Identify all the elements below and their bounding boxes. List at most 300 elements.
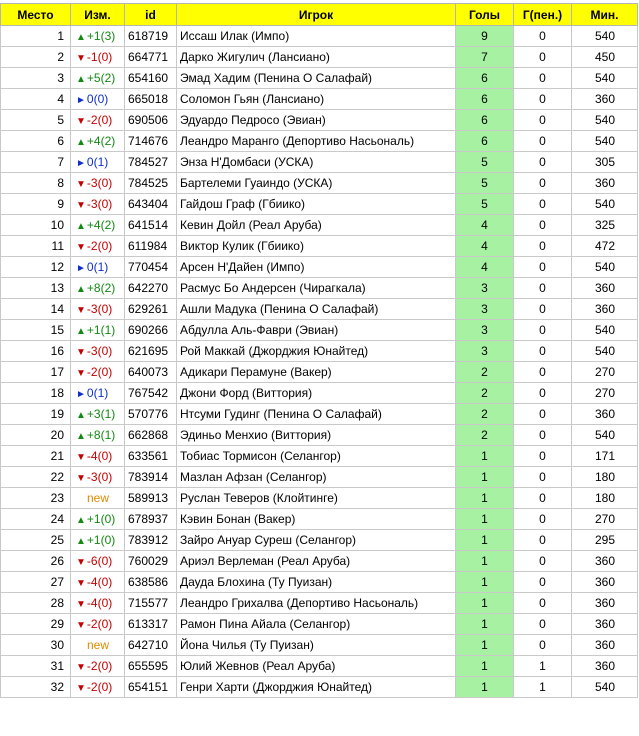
change-value: 0(0) <box>86 92 109 106</box>
table-row[interactable] <box>1 362 638 383</box>
cell-change <box>71 215 125 236</box>
cell-player[interactable]: Соломон Гьян (Лансиано) <box>177 89 456 110</box>
cell-minutes: 325 <box>572 215 638 236</box>
cell-goals: 3 <box>456 278 514 299</box>
cell-id: 642270 <box>125 278 177 299</box>
cell-goals: 1 <box>456 614 514 635</box>
cell-penalty-goals: 0 <box>514 47 572 68</box>
cell-minutes: 180 <box>572 488 638 509</box>
cell-player[interactable]: Леандро Грихалва (Депортиво Насьональ) <box>177 593 456 614</box>
cell-player[interactable]: Тобиас Тормисон (Селангор) <box>177 446 456 467</box>
cell-change <box>71 383 125 404</box>
cell-change <box>71 152 125 173</box>
cell-goals: 2 <box>456 362 514 383</box>
cell-player[interactable]: Адикари Перамуне (Вакер) <box>177 362 456 383</box>
cell-change <box>71 236 125 257</box>
change-value: -6(0) <box>86 554 113 568</box>
table-row[interactable] <box>1 110 638 131</box>
cell-player[interactable]: Зайро Ануар Суреш (Селангор) <box>177 530 456 551</box>
cell-change <box>71 26 125 47</box>
change-value: +1(0) <box>86 533 116 547</box>
cell-penalty-goals: 0 <box>514 383 572 404</box>
change-value: new <box>86 491 109 505</box>
cell-place: 22 <box>1 467 71 488</box>
cell-change <box>71 467 125 488</box>
cell-penalty-goals: 0 <box>514 26 572 47</box>
change-value: +1(3) <box>86 29 116 43</box>
cell-minutes: 295 <box>572 530 638 551</box>
cell-penalty-goals: 0 <box>514 68 572 89</box>
cell-id: 570776 <box>125 404 177 425</box>
cell-id: 678937 <box>125 509 177 530</box>
cell-goals: 3 <box>456 299 514 320</box>
cell-place: 29 <box>1 614 71 635</box>
cell-player[interactable]: Юлий Жевнов (Реал Аруба) <box>177 656 456 677</box>
cell-place: 10 <box>1 215 71 236</box>
change-value: +5(2) <box>86 71 116 85</box>
cell-change <box>71 257 125 278</box>
change-value: +4(2) <box>86 134 116 148</box>
cell-player[interactable]: Рамон Пина Айала (Селангор) <box>177 614 456 635</box>
table-row[interactable] <box>1 509 638 530</box>
cell-place: 21 <box>1 446 71 467</box>
cell-id: 589913 <box>125 488 177 509</box>
cell-place: 23 <box>1 488 71 509</box>
cell-change <box>71 278 125 299</box>
cell-id: 714676 <box>125 131 177 152</box>
table-row[interactable] <box>1 593 638 614</box>
cell-minutes: 270 <box>572 509 638 530</box>
cell-id: 611984 <box>125 236 177 257</box>
cell-id: 638586 <box>125 572 177 593</box>
cell-id: 664771 <box>125 47 177 68</box>
cell-place: 4 <box>1 89 71 110</box>
triangle-down-icon: ▼ <box>76 452 86 463</box>
cell-place: 3 <box>1 68 71 89</box>
cell-player[interactable]: Арсен Н'Дайен (Импо) <box>177 257 456 278</box>
cell-id: 643404 <box>125 194 177 215</box>
header-change[interactable]: Изм. <box>71 4 125 26</box>
cell-player[interactable]: Ашли Мадука (Пенина О Салафай) <box>177 299 456 320</box>
cell-place: 5 <box>1 110 71 131</box>
cell-penalty-goals: 0 <box>514 131 572 152</box>
cell-player[interactable]: Йона Чилья (Ту Пуизан) <box>177 635 456 656</box>
cell-place: 31 <box>1 656 71 677</box>
cell-goals: 1 <box>456 530 514 551</box>
triangle-down-icon: ▼ <box>76 116 86 127</box>
cell-id: 760029 <box>125 551 177 572</box>
table-row[interactable] <box>1 47 638 68</box>
triangle-down-icon: ▼ <box>76 347 86 358</box>
change-value: -3(0) <box>86 344 113 358</box>
table-row[interactable] <box>1 467 638 488</box>
cell-change <box>71 173 125 194</box>
cell-place: 13 <box>1 278 71 299</box>
cell-goals: 3 <box>456 341 514 362</box>
cell-place: 7 <box>1 152 71 173</box>
table-row[interactable] <box>1 677 638 698</box>
cell-player[interactable]: Ариэл Верлеман (Реал Аруба) <box>177 551 456 572</box>
cell-penalty-goals: 1 <box>514 656 572 677</box>
cell-change <box>71 89 125 110</box>
cell-goals: 1 <box>456 572 514 593</box>
cell-penalty-goals: 0 <box>514 467 572 488</box>
cell-minutes: 540 <box>572 320 638 341</box>
change-value: 0(1) <box>86 386 109 400</box>
table-row[interactable] <box>1 89 638 110</box>
cell-player[interactable]: Кевин Дойл (Реал Аруба) <box>177 215 456 236</box>
cell-penalty-goals: 0 <box>514 299 572 320</box>
cell-id: 662868 <box>125 425 177 446</box>
triangle-down-icon: ▼ <box>76 242 86 253</box>
cell-minutes: 540 <box>572 425 638 446</box>
cell-player[interactable]: Генри Харти (Джорджия Юнайтед) <box>177 677 456 698</box>
change-value: -1(0) <box>86 50 113 64</box>
cell-penalty-goals: 0 <box>514 341 572 362</box>
cell-place: 12 <box>1 257 71 278</box>
cell-change <box>71 530 125 551</box>
change-value: -2(0) <box>86 617 113 631</box>
cell-penalty-goals: 0 <box>514 572 572 593</box>
cell-place: 15 <box>1 320 71 341</box>
change-value: -2(0) <box>86 680 113 694</box>
cell-change <box>71 68 125 89</box>
table-row[interactable] <box>1 236 638 257</box>
cell-id: 784527 <box>125 152 177 173</box>
cell-goals: 6 <box>456 89 514 110</box>
cell-goals: 1 <box>456 509 514 530</box>
cell-place: 9 <box>1 194 71 215</box>
cell-id: 618719 <box>125 26 177 47</box>
cell-minutes: 540 <box>572 110 638 131</box>
table-row[interactable] <box>1 320 638 341</box>
cell-goals: 1 <box>456 677 514 698</box>
triangle-up-icon: ▲ <box>76 74 86 85</box>
cell-id: 690506 <box>125 110 177 131</box>
table-row[interactable] <box>1 572 638 593</box>
triangle-right-icon: ► <box>76 263 86 274</box>
cell-penalty-goals: 0 <box>514 551 572 572</box>
cell-place: 17 <box>1 362 71 383</box>
cell-change <box>71 299 125 320</box>
table-row[interactable] <box>1 68 638 89</box>
cell-change <box>71 677 125 698</box>
triangle-down-icon: ▼ <box>76 578 86 589</box>
cell-player[interactable]: Иссаш Илак (Импо) <box>177 26 456 47</box>
change-value: +3(1) <box>86 407 116 421</box>
cell-goals: 6 <box>456 110 514 131</box>
cell-id: 690266 <box>125 320 177 341</box>
change-value: +4(2) <box>86 218 116 232</box>
cell-penalty-goals: 0 <box>514 446 572 467</box>
cell-player[interactable]: Леандро Маранго (Депортиво Насьональ) <box>177 131 456 152</box>
cell-player[interactable]: Нтсуми Гудинг (Пенина О Салафай) <box>177 404 456 425</box>
triangle-down-icon: ▼ <box>76 620 86 631</box>
cell-minutes: 360 <box>572 551 638 572</box>
cell-minutes: 360 <box>572 278 638 299</box>
cell-penalty-goals: 0 <box>514 404 572 425</box>
change-value: -2(0) <box>86 365 113 379</box>
change-value: -2(0) <box>86 239 113 253</box>
table-row[interactable] <box>1 341 638 362</box>
cell-place: 20 <box>1 425 71 446</box>
cell-change <box>71 110 125 131</box>
triangle-up-icon: ▲ <box>76 137 86 148</box>
cell-change <box>71 362 125 383</box>
cell-minutes: 540 <box>572 341 638 362</box>
table-row[interactable] <box>1 152 638 173</box>
cell-penalty-goals: 0 <box>514 215 572 236</box>
cell-penalty-goals: 0 <box>514 194 572 215</box>
cell-penalty-goals: 0 <box>514 488 572 509</box>
cell-minutes: 360 <box>572 635 638 656</box>
triangle-up-icon: ▲ <box>76 284 86 295</box>
cell-id: 783914 <box>125 467 177 488</box>
table-row[interactable] <box>1 173 638 194</box>
table-row[interactable] <box>1 551 638 572</box>
cell-penalty-goals: 1 <box>514 677 572 698</box>
change-value: 0(1) <box>86 260 109 274</box>
cell-penalty-goals: 0 <box>514 614 572 635</box>
table-row[interactable] <box>1 131 638 152</box>
triangle-down-icon: ▼ <box>76 473 86 484</box>
cell-goals: 1 <box>456 446 514 467</box>
cell-goals: 5 <box>456 194 514 215</box>
table-row[interactable] <box>1 404 638 425</box>
table-body <box>1 26 638 698</box>
cell-place: 18 <box>1 383 71 404</box>
cell-minutes: 540 <box>572 68 638 89</box>
triangle-up-icon: ▲ <box>76 32 86 43</box>
cell-player[interactable]: Дауда Блохина (Ту Пуизан) <box>177 572 456 593</box>
triangle-right-icon: ► <box>76 95 86 106</box>
cell-change <box>71 488 125 509</box>
header-id[interactable]: id <box>125 4 177 26</box>
table-row[interactable] <box>1 446 638 467</box>
cell-place: 28 <box>1 593 71 614</box>
cell-goals: 4 <box>456 236 514 257</box>
cell-id: 655595 <box>125 656 177 677</box>
change-value: -3(0) <box>86 197 113 211</box>
cell-change <box>71 446 125 467</box>
triangle-down-icon: ▼ <box>76 599 86 610</box>
change-value: -3(0) <box>86 176 113 190</box>
cell-player[interactable]: Дарко Жигулич (Лансиано) <box>177 47 456 68</box>
cell-penalty-goals: 0 <box>514 593 572 614</box>
triangle-down-icon: ▼ <box>76 683 86 694</box>
cell-change <box>71 551 125 572</box>
cell-goals: 4 <box>456 215 514 236</box>
cell-player[interactable]: Руслан Теверов (Клойтинге) <box>177 488 456 509</box>
cell-id: 715577 <box>125 593 177 614</box>
cell-place: 30 <box>1 635 71 656</box>
change-value: -3(0) <box>86 470 113 484</box>
cell-player[interactable]: Эмад Хадим (Пенина О Салафай) <box>177 68 456 89</box>
cell-player[interactable]: Эдиньо Менхио (Виттория) <box>177 425 456 446</box>
table-row[interactable] <box>1 194 638 215</box>
cell-change <box>71 194 125 215</box>
cell-place: 25 <box>1 530 71 551</box>
cell-goals: 7 <box>456 47 514 68</box>
cell-penalty-goals: 0 <box>514 152 572 173</box>
table-row[interactable] <box>1 488 638 509</box>
cell-goals: 4 <box>456 257 514 278</box>
cell-penalty-goals: 0 <box>514 635 572 656</box>
cell-minutes: 472 <box>572 236 638 257</box>
cell-player[interactable]: Рой Маккай (Джорджия Юнайтед) <box>177 341 456 362</box>
cell-place: 11 <box>1 236 71 257</box>
cell-id: 665018 <box>125 89 177 110</box>
cell-goals: 2 <box>456 425 514 446</box>
triangle-down-icon: ▼ <box>76 662 86 673</box>
cell-minutes: 360 <box>572 572 638 593</box>
cell-player[interactable]: Виктор Кулик (Гбиико) <box>177 236 456 257</box>
triangle-up-icon: ▲ <box>76 515 86 526</box>
cell-penalty-goals: 0 <box>514 362 572 383</box>
cell-place: 6 <box>1 131 71 152</box>
cell-change <box>71 341 125 362</box>
cell-goals: 9 <box>456 26 514 47</box>
table-row[interactable] <box>1 425 638 446</box>
cell-id: 633561 <box>125 446 177 467</box>
cell-id: 784525 <box>125 173 177 194</box>
header-goals[interactable]: Голы <box>456 4 514 26</box>
cell-minutes: 450 <box>572 47 638 68</box>
cell-change <box>71 593 125 614</box>
cell-player[interactable]: Абдулла Аль-Фаври (Эвиан) <box>177 320 456 341</box>
header-player[interactable]: Игрок <box>177 4 456 26</box>
triangle-right-icon: ► <box>76 158 86 169</box>
cell-minutes: 270 <box>572 362 638 383</box>
cell-minutes: 360 <box>572 593 638 614</box>
table-row[interactable] <box>1 656 638 677</box>
cell-id: 783912 <box>125 530 177 551</box>
table-row[interactable] <box>1 215 638 236</box>
cell-place: 1 <box>1 26 71 47</box>
cell-goals: 1 <box>456 656 514 677</box>
cell-minutes: 360 <box>572 404 638 425</box>
change-value: +1(0) <box>86 512 116 526</box>
cell-id: 640073 <box>125 362 177 383</box>
cell-id: 770454 <box>125 257 177 278</box>
cell-penalty-goals: 0 <box>514 278 572 299</box>
cell-place: 16 <box>1 341 71 362</box>
change-value: +8(2) <box>86 281 116 295</box>
cell-penalty-goals: 0 <box>514 173 572 194</box>
cell-goals: 1 <box>456 593 514 614</box>
cell-change <box>71 572 125 593</box>
triangle-up-icon: ▲ <box>76 326 86 337</box>
cell-minutes: 360 <box>572 656 638 677</box>
cell-change <box>71 614 125 635</box>
header-row <box>1 4 638 26</box>
header-minutes[interactable]: Мин. <box>572 4 638 26</box>
cell-minutes: 180 <box>572 467 638 488</box>
triangle-down-icon: ▼ <box>76 53 86 64</box>
cell-player[interactable]: Расмус Бо Андерсен (Чирагкала) <box>177 278 456 299</box>
cell-id: 641514 <box>125 215 177 236</box>
change-value: +1(1) <box>86 323 116 337</box>
cell-minutes: 360 <box>572 173 638 194</box>
table-row[interactable] <box>1 614 638 635</box>
table-row[interactable] <box>1 257 638 278</box>
triangle-up-icon: ▲ <box>76 431 86 442</box>
cell-goals: 5 <box>456 173 514 194</box>
cell-player[interactable]: Кэвин Бонан (Вакер) <box>177 509 456 530</box>
cell-minutes: 540 <box>572 131 638 152</box>
cell-minutes: 540 <box>572 677 638 698</box>
cell-goals: 2 <box>456 383 514 404</box>
triangle-down-icon: ▼ <box>76 368 86 379</box>
cell-id: 629261 <box>125 299 177 320</box>
cell-player[interactable]: Мазлан Афзан (Селангор) <box>177 467 456 488</box>
table-row[interactable] <box>1 383 638 404</box>
cell-change <box>71 635 125 656</box>
cell-change <box>71 425 125 446</box>
table-row[interactable] <box>1 299 638 320</box>
cell-place: 27 <box>1 572 71 593</box>
change-value: +8(1) <box>86 428 116 442</box>
cell-penalty-goals: 0 <box>514 509 572 530</box>
cell-goals: 6 <box>456 68 514 89</box>
cell-goals: 1 <box>456 635 514 656</box>
change-value: -2(0) <box>86 113 113 127</box>
scorers-table <box>0 3 638 698</box>
cell-player[interactable]: Эдуардо Педросо (Эвиан) <box>177 110 456 131</box>
table-row[interactable] <box>1 26 638 47</box>
cell-change <box>71 656 125 677</box>
cell-minutes: 360 <box>572 89 638 110</box>
header-penalty-goals[interactable]: Г(пен.) <box>514 4 572 26</box>
change-value: new <box>86 638 109 652</box>
change-value: -4(0) <box>86 575 113 589</box>
cell-place: 2 <box>1 47 71 68</box>
cell-minutes: 360 <box>572 614 638 635</box>
cell-goals: 1 <box>456 467 514 488</box>
cell-change <box>71 320 125 341</box>
cell-player[interactable]: Гайдош Граф (Гбиико) <box>177 194 456 215</box>
cell-minutes: 305 <box>572 152 638 173</box>
cell-place: 19 <box>1 404 71 425</box>
cell-goals: 3 <box>456 320 514 341</box>
cell-goals: 1 <box>456 551 514 572</box>
header-place[interactable]: Место <box>1 4 71 26</box>
triangle-down-icon: ▼ <box>76 305 86 316</box>
cell-place: 24 <box>1 509 71 530</box>
cell-penalty-goals: 0 <box>514 425 572 446</box>
table-row[interactable] <box>1 278 638 299</box>
triangle-down-icon: ▼ <box>76 557 86 568</box>
cell-penalty-goals: 0 <box>514 257 572 278</box>
cell-penalty-goals: 0 <box>514 236 572 257</box>
cell-penalty-goals: 0 <box>514 110 572 131</box>
triangle-down-icon: ▼ <box>76 179 86 190</box>
triangle-right-icon: ► <box>76 389 86 400</box>
cell-place: 26 <box>1 551 71 572</box>
cell-id: 613317 <box>125 614 177 635</box>
cell-place: 14 <box>1 299 71 320</box>
cell-minutes: 360 <box>572 299 638 320</box>
cell-player[interactable]: Энза Н'Домбаси (УСКА) <box>177 152 456 173</box>
table-row[interactable] <box>1 530 638 551</box>
cell-player[interactable]: Джони Форд (Виттория) <box>177 383 456 404</box>
change-value: -2(0) <box>86 659 113 673</box>
cell-goals: 1 <box>456 488 514 509</box>
table-row[interactable] <box>1 635 638 656</box>
cell-id: 654160 <box>125 68 177 89</box>
cell-minutes: 171 <box>572 446 638 467</box>
cell-player[interactable]: Бартелеми Гуаиндо (УСКА) <box>177 173 456 194</box>
